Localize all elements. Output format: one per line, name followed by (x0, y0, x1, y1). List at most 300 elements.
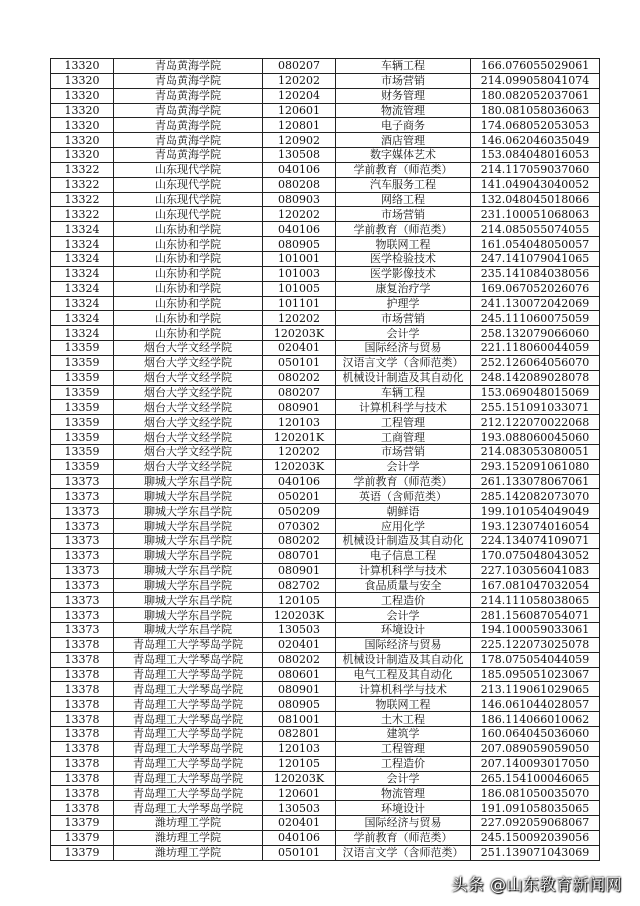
table-row (51, 59, 600, 74)
school-name-cell: 聊城大学东昌学院 (114, 563, 263, 578)
major-code-cell: 120203K (263, 608, 336, 623)
major-code-cell: 080903 (263, 192, 336, 207)
school-name-cell: 青岛理工大学琴岛学院 (114, 652, 263, 667)
score-cell: 221.118060044059 (471, 341, 600, 356)
table-row (51, 771, 600, 786)
school-name-cell: 烟台大学文经学院 (114, 341, 263, 356)
major-code-cell: 080905 (263, 697, 336, 712)
score-cell: 194.100059033061 (471, 623, 600, 638)
major-code-cell: 120202 (263, 311, 336, 326)
score-cell: 285.142082073070 (471, 489, 600, 504)
major-name-cell: 工程造价 (336, 756, 471, 771)
school-name-cell: 山东协和学院 (114, 281, 263, 296)
school-code-cell: 13320 (51, 59, 114, 74)
major-code-cell: 120103 (263, 741, 336, 756)
school-code-cell: 13378 (51, 726, 114, 741)
score-cell: 245.111060075059 (471, 311, 600, 326)
score-cell: 141.049043040052 (471, 177, 600, 192)
table-row (51, 519, 600, 534)
school-name-cell: 烟台大学文经学院 (114, 415, 263, 430)
school-code-cell: 13359 (51, 341, 114, 356)
school-code-cell: 13320 (51, 148, 114, 163)
score-cell: 169.067052026076 (471, 281, 600, 296)
school-name-cell: 青岛黄海学院 (114, 59, 263, 74)
table-row (51, 266, 600, 281)
table-row (51, 786, 600, 801)
table-row (51, 563, 600, 578)
major-code-cell: 120201K (263, 430, 336, 445)
major-name-cell: 食品质量与安全 (336, 578, 471, 593)
school-code-cell: 13373 (51, 593, 114, 608)
school-name-cell: 山东现代学院 (114, 177, 263, 192)
score-cell: 160.064045036060 (471, 726, 600, 741)
table-row (51, 682, 600, 697)
major-code-cell: 120202 (263, 444, 336, 459)
school-code-cell: 13373 (51, 578, 114, 593)
major-name-cell: 物联网工程 (336, 697, 471, 712)
school-name-cell: 青岛理工大学琴岛学院 (114, 726, 263, 741)
school-name-cell: 山东协和学院 (114, 326, 263, 341)
major-name-cell: 市场营销 (336, 444, 471, 459)
school-code-cell: 13373 (51, 608, 114, 623)
table-row (51, 667, 600, 682)
school-code-cell: 13373 (51, 519, 114, 534)
watermark: 头条 @山东教育新闻网 (451, 875, 622, 894)
school-name-cell: 烟台大学文经学院 (114, 459, 263, 474)
school-name-cell: 烟台大学文经学院 (114, 430, 263, 445)
major-name-cell: 工程管理 (336, 741, 471, 756)
school-name-cell: 烟台大学文经学院 (114, 444, 263, 459)
major-name-cell: 机械设计制造及其自动化 (336, 534, 471, 549)
school-name-cell: 烟台大学文经学院 (114, 370, 263, 385)
score-cell: 207.140093017050 (471, 756, 600, 771)
school-name-cell: 聊城大学东昌学院 (114, 489, 263, 504)
school-name-cell: 潍坊理工学院 (114, 830, 263, 845)
school-code-cell: 13359 (51, 444, 114, 459)
school-code-cell: 13322 (51, 177, 114, 192)
school-name-cell: 青岛理工大学琴岛学院 (114, 771, 263, 786)
score-cell: 265.154100046065 (471, 771, 600, 786)
table-row (51, 697, 600, 712)
school-name-cell: 聊城大学东昌学院 (114, 504, 263, 519)
school-code-cell: 13320 (51, 133, 114, 148)
major-name-cell: 医学检验技术 (336, 251, 471, 266)
major-name-cell: 酒店管理 (336, 133, 471, 148)
major-code-cell: 080202 (263, 534, 336, 549)
school-code-cell: 13378 (51, 771, 114, 786)
table-row (51, 251, 600, 266)
school-name-cell: 青岛理工大学琴岛学院 (114, 712, 263, 727)
school-name-cell: 青岛理工大学琴岛学院 (114, 786, 263, 801)
school-code-cell: 13373 (51, 548, 114, 563)
school-code-cell: 13320 (51, 103, 114, 118)
major-name-cell: 国际经济与贸易 (336, 816, 471, 831)
score-cell: 214.085055074055 (471, 222, 600, 237)
school-name-cell: 青岛黄海学院 (114, 103, 263, 118)
school-code-cell: 13379 (51, 830, 114, 845)
school-code-cell: 13359 (51, 355, 114, 370)
major-name-cell: 市场营销 (336, 73, 471, 88)
major-code-cell: 080701 (263, 548, 336, 563)
school-code-cell: 13359 (51, 370, 114, 385)
score-cell: 214.099058041074 (471, 73, 600, 88)
table-row (51, 578, 600, 593)
score-table-body (51, 59, 600, 861)
school-name-cell: 山东协和学院 (114, 311, 263, 326)
major-name-cell: 会计学 (336, 326, 471, 341)
major-code-cell: 080208 (263, 177, 336, 192)
school-code-cell: 13373 (51, 563, 114, 578)
major-name-cell: 护理学 (336, 296, 471, 311)
school-name-cell: 山东现代学院 (114, 207, 263, 222)
major-code-cell: 120202 (263, 207, 336, 222)
school-code-cell: 13373 (51, 534, 114, 549)
major-code-cell: 120601 (263, 103, 336, 118)
score-cell: 225.122073025078 (471, 637, 600, 652)
major-code-cell: 120203K (263, 326, 336, 341)
school-code-cell: 13378 (51, 682, 114, 697)
table-row (51, 148, 600, 163)
major-code-cell: 120105 (263, 593, 336, 608)
major-name-cell: 财务管理 (336, 88, 471, 103)
table-row (51, 177, 600, 192)
table-row (51, 311, 600, 326)
table-row (51, 73, 600, 88)
school-code-cell: 13322 (51, 207, 114, 222)
major-code-cell: 081001 (263, 712, 336, 727)
school-name-cell: 青岛理工大学琴岛学院 (114, 756, 263, 771)
table-row (51, 534, 600, 549)
table-row (51, 444, 600, 459)
major-code-cell: 120203K (263, 459, 336, 474)
table-row (51, 504, 600, 519)
table-row (51, 88, 600, 103)
score-cell: 193.088060045060 (471, 430, 600, 445)
table-row (51, 593, 600, 608)
score-table (50, 58, 600, 861)
school-code-cell: 13324 (51, 296, 114, 311)
major-code-cell: 082702 (263, 578, 336, 593)
table-row (51, 652, 600, 667)
school-code-cell: 13324 (51, 266, 114, 281)
major-code-cell: 120103 (263, 415, 336, 430)
table-row (51, 281, 600, 296)
table-row (51, 222, 600, 237)
major-name-cell: 物流管理 (336, 786, 471, 801)
school-code-cell: 13359 (51, 430, 114, 445)
major-name-cell: 物联网工程 (336, 237, 471, 252)
major-name-cell: 计算机科学与技术 (336, 400, 471, 415)
table-row (51, 741, 600, 756)
score-cell: 180.081058036063 (471, 103, 600, 118)
school-code-cell: 13373 (51, 623, 114, 638)
school-name-cell: 青岛黄海学院 (114, 73, 263, 88)
major-code-cell: 050101 (263, 355, 336, 370)
major-code-cell: 120204 (263, 88, 336, 103)
score-cell: 214.117059037060 (471, 162, 600, 177)
major-name-cell: 电子信息工程 (336, 548, 471, 563)
score-cell: 235.141084038056 (471, 266, 600, 281)
major-code-cell: 130503 (263, 801, 336, 816)
score-cell: 247.141079041065 (471, 251, 600, 266)
school-name-cell: 烟台大学文经学院 (114, 400, 263, 415)
school-code-cell: 13379 (51, 845, 114, 860)
major-code-cell: 070302 (263, 519, 336, 534)
major-name-cell: 环境设计 (336, 623, 471, 638)
score-cell: 166.076055029061 (471, 59, 600, 74)
score-cell: 212.122070022068 (471, 415, 600, 430)
major-name-cell: 土木工程 (336, 712, 471, 727)
major-code-cell: 040106 (263, 830, 336, 845)
score-cell: 255.151091033071 (471, 400, 600, 415)
table-row (51, 726, 600, 741)
major-name-cell: 工商管理 (336, 430, 471, 445)
school-name-cell: 烟台大学文经学院 (114, 385, 263, 400)
table-row (51, 816, 600, 831)
school-code-cell: 13322 (51, 192, 114, 207)
major-name-cell: 数字媒体艺术 (336, 148, 471, 163)
major-code-cell: 080202 (263, 370, 336, 385)
school-name-cell: 山东现代学院 (114, 192, 263, 207)
major-code-cell: 082801 (263, 726, 336, 741)
score-cell: 281.156087054071 (471, 608, 600, 623)
school-name-cell: 山东协和学院 (114, 266, 263, 281)
major-name-cell: 计算机科学与技术 (336, 682, 471, 697)
school-name-cell: 聊城大学东昌学院 (114, 593, 263, 608)
score-cell: 261.133078067061 (471, 474, 600, 489)
score-cell: 252.126064056070 (471, 355, 600, 370)
table-row (51, 845, 600, 860)
table-row (51, 608, 600, 623)
score-cell: 186.114066010062 (471, 712, 600, 727)
school-name-cell: 青岛理工大学琴岛学院 (114, 667, 263, 682)
school-code-cell: 13378 (51, 801, 114, 816)
major-code-cell: 050209 (263, 504, 336, 519)
table-row (51, 341, 600, 356)
school-code-cell: 13324 (51, 311, 114, 326)
score-cell: 214.083053080051 (471, 444, 600, 459)
school-name-cell: 青岛理工大学琴岛学院 (114, 697, 263, 712)
score-cell: 213.119061029065 (471, 682, 600, 697)
major-name-cell: 计算机科学与技术 (336, 563, 471, 578)
major-code-cell: 120202 (263, 73, 336, 88)
score-cell: 186.081050035070 (471, 786, 600, 801)
school-code-cell: 13378 (51, 712, 114, 727)
major-name-cell: 工程造价 (336, 593, 471, 608)
table-row (51, 192, 600, 207)
table-row (51, 326, 600, 341)
score-cell: 224.134074109071 (471, 534, 600, 549)
table-row (51, 370, 600, 385)
table-row (51, 548, 600, 563)
school-code-cell: 13320 (51, 118, 114, 133)
major-code-cell: 050201 (263, 489, 336, 504)
major-code-cell: 020401 (263, 637, 336, 652)
major-code-cell: 080601 (263, 667, 336, 682)
major-name-cell: 网络工程 (336, 192, 471, 207)
table-row (51, 355, 600, 370)
major-code-cell: 120601 (263, 786, 336, 801)
major-code-cell: 080901 (263, 563, 336, 578)
score-cell: 191.091058035065 (471, 801, 600, 816)
major-name-cell: 汉语言文学（含师范类） (336, 845, 471, 860)
score-cell: 132.048045018066 (471, 192, 600, 207)
major-name-cell: 汉语言文学（含师范类） (336, 355, 471, 370)
school-code-cell: 13378 (51, 741, 114, 756)
school-name-cell: 聊城大学东昌学院 (114, 578, 263, 593)
score-cell: 146.062046035049 (471, 133, 600, 148)
major-code-cell: 130503 (263, 623, 336, 638)
table-row (51, 133, 600, 148)
school-code-cell: 13359 (51, 385, 114, 400)
score-cell: 180.082052037061 (471, 88, 600, 103)
school-code-cell: 13320 (51, 73, 114, 88)
table-row (51, 385, 600, 400)
table-row (51, 400, 600, 415)
major-name-cell: 国际经济与贸易 (336, 341, 471, 356)
table-row (51, 801, 600, 816)
school-name-cell: 青岛黄海学院 (114, 133, 263, 148)
score-cell: 214.111058038065 (471, 593, 600, 608)
major-code-cell: 040106 (263, 162, 336, 177)
score-cell: 231.100051068063 (471, 207, 600, 222)
table-row (51, 430, 600, 445)
score-cell: 193.123074016054 (471, 519, 600, 534)
school-code-cell: 13378 (51, 697, 114, 712)
score-cell: 241.130072042069 (471, 296, 600, 311)
score-cell: 174.068052053053 (471, 118, 600, 133)
table-row (51, 637, 600, 652)
major-name-cell: 电气工程及其自动化 (336, 667, 471, 682)
score-cell: 258.132079066060 (471, 326, 600, 341)
table-row (51, 237, 600, 252)
school-code-cell: 13324 (51, 326, 114, 341)
school-code-cell: 13359 (51, 459, 114, 474)
school-name-cell: 聊城大学东昌学院 (114, 548, 263, 563)
major-name-cell: 会计学 (336, 771, 471, 786)
major-name-cell: 英语（含师范类） (336, 489, 471, 504)
major-name-cell: 市场营销 (336, 207, 471, 222)
major-name-cell: 汽车服务工程 (336, 177, 471, 192)
major-code-cell: 080905 (263, 237, 336, 252)
table-row (51, 118, 600, 133)
school-name-cell: 青岛理工大学琴岛学院 (114, 682, 263, 697)
school-code-cell: 13378 (51, 652, 114, 667)
major-name-cell: 会计学 (336, 459, 471, 474)
major-code-cell: 080207 (263, 59, 336, 74)
table-row (51, 207, 600, 222)
school-name-cell: 山东协和学院 (114, 237, 263, 252)
major-name-cell: 机械设计制造及其自动化 (336, 652, 471, 667)
major-code-cell: 120203K (263, 771, 336, 786)
major-name-cell: 学前教育（师范类） (336, 830, 471, 845)
major-name-cell: 学前教育（师范类） (336, 474, 471, 489)
major-code-cell: 101101 (263, 296, 336, 311)
school-code-cell: 13324 (51, 251, 114, 266)
score-cell: 227.103056041083 (471, 563, 600, 578)
major-name-cell: 学前教育（师范类） (336, 222, 471, 237)
major-code-cell: 020401 (263, 816, 336, 831)
score-cell: 227.092059068067 (471, 816, 600, 831)
major-name-cell: 机械设计制造及其自动化 (336, 370, 471, 385)
school-code-cell: 13378 (51, 786, 114, 801)
score-cell: 207.089059059050 (471, 741, 600, 756)
school-code-cell: 13324 (51, 281, 114, 296)
table-row (51, 712, 600, 727)
school-code-cell: 13320 (51, 88, 114, 103)
school-code-cell: 13373 (51, 474, 114, 489)
major-name-cell: 国际经济与贸易 (336, 637, 471, 652)
school-code-cell: 13379 (51, 816, 114, 831)
school-name-cell: 聊城大学东昌学院 (114, 519, 263, 534)
major-name-cell: 医学影像技术 (336, 266, 471, 281)
score-cell: 146.061044028057 (471, 697, 600, 712)
major-name-cell: 电子商务 (336, 118, 471, 133)
score-cell: 248.142089028078 (471, 370, 600, 385)
major-name-cell: 车辆工程 (336, 385, 471, 400)
major-code-cell: 040106 (263, 474, 336, 489)
major-code-cell: 130508 (263, 148, 336, 163)
score-cell: 178.075054044059 (471, 652, 600, 667)
major-name-cell: 车辆工程 (336, 59, 471, 74)
major-code-cell: 120801 (263, 118, 336, 133)
school-name-cell: 聊城大学东昌学院 (114, 474, 263, 489)
school-name-cell: 山东现代学院 (114, 162, 263, 177)
score-cell: 185.095051023067 (471, 667, 600, 682)
school-code-cell: 13324 (51, 237, 114, 252)
school-name-cell: 聊城大学东昌学院 (114, 623, 263, 638)
major-name-cell: 建筑学 (336, 726, 471, 741)
major-code-cell: 101005 (263, 281, 336, 296)
school-name-cell: 青岛理工大学琴岛学院 (114, 801, 263, 816)
school-code-cell: 13359 (51, 400, 114, 415)
school-code-cell: 13373 (51, 489, 114, 504)
score-cell: 245.150092039056 (471, 830, 600, 845)
school-name-cell: 山东协和学院 (114, 222, 263, 237)
school-name-cell: 山东协和学院 (114, 251, 263, 266)
school-name-cell: 烟台大学文经学院 (114, 355, 263, 370)
school-code-cell: 13378 (51, 756, 114, 771)
major-code-cell: 040106 (263, 222, 336, 237)
school-name-cell: 山东协和学院 (114, 296, 263, 311)
score-cell: 293.152091061080 (471, 459, 600, 474)
table-row (51, 756, 600, 771)
major-code-cell: 080901 (263, 400, 336, 415)
major-name-cell: 朝鲜语 (336, 504, 471, 519)
school-code-cell: 13378 (51, 667, 114, 682)
major-code-cell: 120902 (263, 133, 336, 148)
major-code-cell: 020401 (263, 341, 336, 356)
major-name-cell: 学前教育（师范类） (336, 162, 471, 177)
major-name-cell: 会计学 (336, 608, 471, 623)
school-name-cell: 聊城大学东昌学院 (114, 534, 263, 549)
school-name-cell: 青岛黄海学院 (114, 118, 263, 133)
major-code-cell: 101003 (263, 266, 336, 281)
table-row (51, 623, 600, 638)
major-name-cell: 市场营销 (336, 311, 471, 326)
major-name-cell: 工程管理 (336, 415, 471, 430)
score-cell: 167.081047032054 (471, 578, 600, 593)
school-name-cell: 潍坊理工学院 (114, 845, 263, 860)
school-name-cell: 青岛黄海学院 (114, 148, 263, 163)
table-row (51, 459, 600, 474)
score-cell: 170.075048043052 (471, 548, 600, 563)
table-row (51, 830, 600, 845)
table-row (51, 103, 600, 118)
major-code-cell: 080207 (263, 385, 336, 400)
major-code-cell: 080202 (263, 652, 336, 667)
major-name-cell: 康复治疗学 (336, 281, 471, 296)
